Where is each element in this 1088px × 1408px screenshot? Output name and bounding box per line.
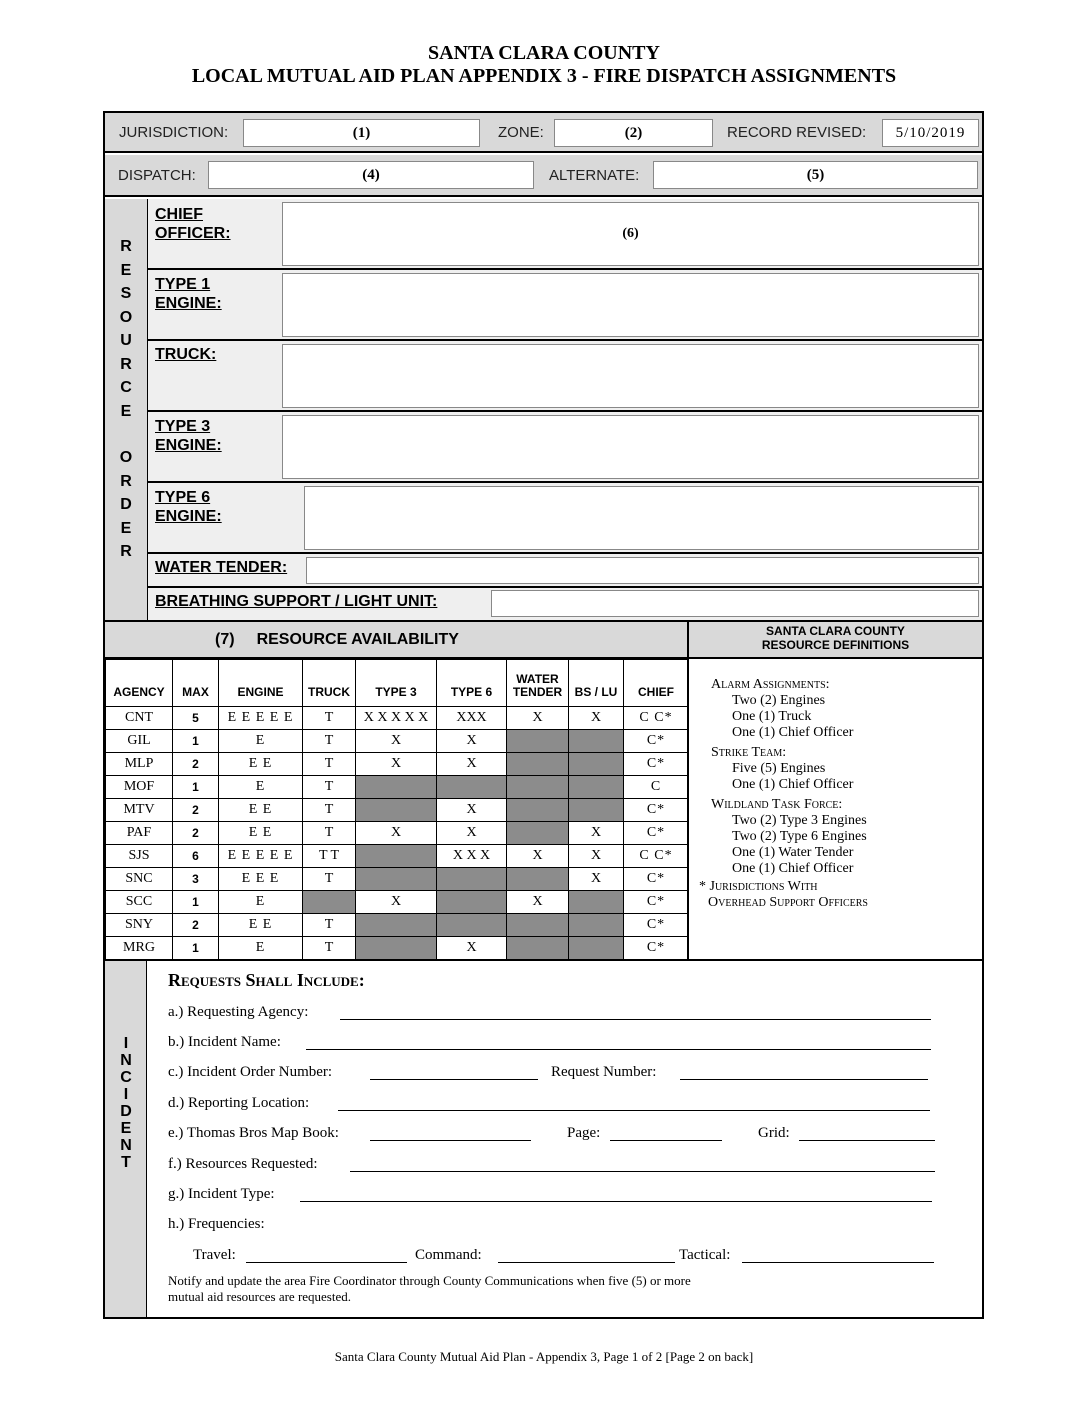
divider: [148, 339, 982, 341]
table-row: [106, 937, 689, 960]
table-row: [106, 822, 689, 845]
table-row: [106, 868, 689, 891]
table-cell: C*: [624, 868, 689, 891]
agency-cell: SCC: [106, 891, 173, 914]
column-header: TYPE 6: [437, 660, 507, 707]
table-cell: T: [303, 753, 356, 776]
incident-name-label: b.) Incident Name:: [168, 1034, 281, 1050]
reporting-location-line[interactable]: [338, 1110, 930, 1111]
table-cell-unavailable: [569, 730, 624, 753]
alarm-assignments-title: Alarm Assignments:: [711, 677, 830, 692]
table-cell: E: [219, 776, 303, 799]
table-cell: 2: [173, 753, 219, 776]
incident-type-label: g.) Incident Type:: [168, 1186, 275, 1202]
table-cell-unavailable: [303, 891, 356, 914]
resources-requested-line[interactable]: [350, 1171, 935, 1172]
tactical-line[interactable]: [742, 1262, 934, 1263]
grid-line[interactable]: [799, 1140, 935, 1141]
thomas-bros-label: e.) Thomas Bros Map Book:: [168, 1125, 339, 1141]
table-cell-unavailable: [356, 868, 437, 891]
truck-field[interactable]: [282, 344, 979, 408]
agency-cell: GIL: [106, 730, 173, 753]
table-cell-unavailable: [569, 914, 624, 937]
strike-team-title: Strike Team:: [711, 745, 787, 760]
column-header: AGENCY: [106, 660, 173, 707]
agency-cell: SNC: [106, 868, 173, 891]
request-number-line[interactable]: [680, 1079, 928, 1080]
definition-item: One (1) Water Tender: [732, 845, 854, 860]
type6-engine-field[interactable]: [304, 486, 979, 550]
table-cell: C*: [624, 914, 689, 937]
table-cell: T T: [303, 845, 356, 868]
table-cell-unavailable: [437, 914, 507, 937]
side-letter: R: [120, 472, 132, 490]
side-letter: I: [123, 1086, 129, 1103]
type6-engine-label-line2: ENGINE:: [155, 508, 222, 525]
table-cell: T: [303, 707, 356, 730]
command-label: Command:: [415, 1247, 482, 1263]
side-letter: C: [120, 1069, 132, 1086]
chief-officer-label-line2: OFFICER:: [155, 225, 231, 242]
table-cell: X: [437, 799, 507, 822]
side-letter: U: [120, 332, 132, 349]
type3-engine-label-line2: ENGINE:: [155, 437, 222, 454]
table-cell: 1: [173, 891, 219, 914]
type1-engine-label: [155, 275, 222, 313]
column-header: WATER TENDER: [507, 660, 569, 707]
page-line[interactable]: [610, 1140, 722, 1141]
resource-definitions: [699, 677, 976, 911]
definition-item: One (1) Chief Officer: [732, 861, 854, 876]
type1-engine-label-line1: TYPE 1: [155, 276, 211, 293]
table-cell-unavailable: [507, 914, 569, 937]
table-cell: 6: [173, 845, 219, 868]
side-letter: R: [120, 238, 132, 255]
side-letter: E: [120, 402, 132, 420]
side-letter: E: [120, 519, 132, 537]
grid-label: Grid:: [758, 1125, 790, 1141]
side-letter: E: [120, 1120, 132, 1137]
column-header: TRUCK: [303, 660, 356, 707]
divider: [148, 552, 982, 554]
table-cell-unavailable: [507, 753, 569, 776]
column-header: BS / LU: [569, 660, 624, 707]
table-cell: E E E E E: [219, 845, 303, 868]
table-cell: C*: [624, 937, 689, 960]
incident-order-number-line[interactable]: [370, 1079, 538, 1080]
table-cell: X: [437, 937, 507, 960]
table-cell-unavailable: [356, 845, 437, 868]
table-cell: X: [507, 845, 569, 868]
table-cell: C*: [624, 753, 689, 776]
table-cell: C*: [624, 891, 689, 914]
table-cell: X: [569, 845, 624, 868]
notify-note: [168, 1273, 691, 1305]
side-letter: O: [119, 449, 133, 466]
definition-item: One (1) Chief Officer: [732, 777, 854, 792]
jurisdictions-note-line1: * Jurisdictions With: [699, 879, 818, 894]
chief-officer-label-line1: CHIEF: [155, 206, 203, 223]
alternate-label: ALTERNATE:: [549, 167, 640, 184]
table-cell: X: [356, 891, 437, 914]
table-cell-unavailable: [437, 891, 507, 914]
table-cell: 2: [173, 799, 219, 822]
requesting-agency-line[interactable]: [340, 1019, 931, 1020]
side-letter: I: [123, 1035, 129, 1052]
side-letter: N: [120, 1137, 132, 1154]
availability-table: [105, 659, 689, 960]
notify-note-line2: mutual aid resources are requested.: [168, 1289, 352, 1304]
table-cell-unavailable: [569, 753, 624, 776]
chief-officer-field[interactable]: (6): [282, 202, 979, 266]
table-cell: T: [303, 730, 356, 753]
thomas-bros-line[interactable]: [370, 1140, 531, 1141]
incident-type-line[interactable]: [300, 1201, 932, 1202]
type1-engine-label-line2: ENGINE:: [155, 295, 222, 312]
availability-number: (7): [215, 630, 235, 648]
table-cell: X: [569, 707, 624, 730]
dispatch-field[interactable]: (4): [208, 161, 534, 189]
divider: [148, 410, 982, 412]
table-cell: T: [303, 799, 356, 822]
resource-order-side-label: [110, 235, 142, 564]
table-row: [106, 914, 689, 937]
table-cell: 1: [173, 776, 219, 799]
type6-engine-label: [155, 488, 222, 526]
column-header: MAX: [173, 660, 219, 707]
table-cell: C*: [624, 730, 689, 753]
table-row: [106, 707, 689, 730]
page-title-line2: LOCAL MUTUAL AID PLAN APPENDIX 3 - FIRE DISPATCH ASSIGNMENTS: [191, 65, 897, 87]
record-revised-field[interactable]: 5/10/2019: [882, 119, 979, 147]
table-cell-unavailable: [569, 891, 624, 914]
incident-name-line[interactable]: [306, 1049, 931, 1050]
table-cell-unavailable: [569, 799, 624, 822]
table-row: [106, 776, 689, 799]
travel-line[interactable]: [246, 1262, 407, 1263]
travel-label: Travel:: [193, 1247, 236, 1263]
breathing-support-label: BREATHING SUPPORT / LIGHT UNIT:: [155, 593, 438, 610]
agency-cell: MLP: [106, 753, 173, 776]
jurisdictions-note-line2: Overhead Support Officers: [708, 895, 868, 910]
type1-engine-field[interactable]: [282, 273, 979, 337]
agency-cell: SNY: [106, 914, 173, 937]
divider: [148, 586, 982, 588]
zone-label: ZONE:: [498, 124, 544, 141]
table-cell: E: [219, 937, 303, 960]
table-cell: E: [219, 730, 303, 753]
water-tender-field[interactable]: [306, 557, 979, 584]
table-row: [106, 891, 689, 914]
table-cell-unavailable: [356, 799, 437, 822]
definitions-title-line2: RESOURCE DEFINITIONS: [761, 638, 910, 652]
column-header: CHIEF: [624, 660, 689, 707]
jurisdiction-field[interactable]: (1): [243, 119, 480, 147]
table-cell: T: [303, 937, 356, 960]
table-cell: X: [356, 730, 437, 753]
table-cell: 2: [173, 914, 219, 937]
table-row: [106, 753, 689, 776]
table-cell: 5: [173, 707, 219, 730]
table-cell-unavailable: [569, 776, 624, 799]
table-cell-unavailable: [437, 776, 507, 799]
zone-field[interactable]: (2): [554, 119, 713, 147]
table-row: [106, 730, 689, 753]
table-cell: X: [356, 822, 437, 845]
table-cell-unavailable: [507, 937, 569, 960]
type3-engine-field[interactable]: [282, 415, 979, 479]
table-cell-unavailable: [507, 799, 569, 822]
table-cell: X: [437, 822, 507, 845]
side-letter: R: [120, 355, 132, 373]
table-header-row: [106, 660, 689, 707]
chief-officer-label: [155, 205, 231, 243]
table-cell-unavailable: [569, 937, 624, 960]
table-cell: 1: [173, 730, 219, 753]
agency-cell: PAF: [106, 822, 173, 845]
column-header: ENGINE: [219, 660, 303, 707]
wildland-task-force-title: Wildland Task Force:: [711, 797, 843, 812]
table-cell: C*: [624, 799, 689, 822]
table-row: [106, 799, 689, 822]
truck-label: TRUCK:: [155, 346, 217, 363]
availability-title: RESOURCE AVAILABILITY: [256, 630, 459, 648]
table-cell-unavailable: [356, 937, 437, 960]
table-cell: T: [303, 914, 356, 937]
side-letter: C: [120, 379, 132, 396]
side-letter: D: [120, 496, 132, 513]
table-cell: C*: [624, 822, 689, 845]
table-cell-unavailable: [507, 776, 569, 799]
table-cell: 2: [173, 822, 219, 845]
side-letter: N: [120, 1052, 132, 1069]
page-title-line1: SANTA CLARA COUNTY: [428, 42, 660, 64]
agency-cell: MTV: [106, 799, 173, 822]
definition-item: Two (2) Engines: [732, 693, 826, 708]
table-cell: X: [569, 868, 624, 891]
divider: [148, 481, 982, 483]
definitions-header: [689, 622, 982, 657]
definition-item: One (1) Chief Officer: [732, 725, 854, 740]
type6-engine-label-line1: TYPE 6: [155, 489, 211, 506]
agency-cell: CNT: [106, 707, 173, 730]
type3-engine-label: [155, 417, 222, 455]
table-cell-unavailable: [507, 730, 569, 753]
table-cell: E E: [219, 914, 303, 937]
definition-item: Two (2) Type 3 Engines: [732, 813, 867, 828]
dispatch-label: DISPATCH:: [118, 167, 196, 184]
side-letter: S: [120, 285, 132, 302]
incident-order-number-label: c.) Incident Order Number:: [168, 1064, 333, 1080]
record-revised-label: RECORD REVISED:: [727, 124, 867, 141]
table-cell: T: [303, 822, 356, 845]
table-cell: XXX: [437, 707, 507, 730]
request-number-label: Request Number:: [551, 1064, 657, 1080]
table-cell: E E: [219, 753, 303, 776]
page-footer: Santa Clara County Mutual Aid Plan - Appendix 3, Page 1 of 2 [Page 2 on back]: [334, 1349, 754, 1364]
agency-cell: MOF: [106, 776, 173, 799]
table-cell: X X X X X: [356, 707, 437, 730]
alternate-field[interactable]: (5): [653, 161, 978, 189]
incident-side-label: [108, 1035, 144, 1171]
type3-engine-label-line1: TYPE 3: [155, 418, 211, 435]
command-line[interactable]: [498, 1262, 675, 1263]
jurisdiction-label: JURISDICTION:: [119, 124, 229, 141]
table-cell: 1: [173, 937, 219, 960]
breathing-support-field[interactable]: [491, 590, 979, 617]
table-cell: 3: [173, 868, 219, 891]
table-cell: E E E E E: [219, 707, 303, 730]
definition-item: One (1) Truck: [732, 709, 812, 724]
table-cell-unavailable: [507, 822, 569, 845]
agency-cell: SJS: [106, 845, 173, 868]
table-cell: X: [507, 891, 569, 914]
side-letter: T: [121, 1154, 131, 1171]
table-cell: X: [569, 822, 624, 845]
side-letter: R: [120, 543, 132, 560]
water-tender-label: WATER TENDER:: [155, 559, 288, 576]
definition-item: Two (2) Type 6 Engines: [732, 829, 867, 844]
definition-item: Five (5) Engines: [732, 761, 826, 776]
table-cell-unavailable: [507, 868, 569, 891]
table-cell: T: [303, 868, 356, 891]
page-label: Page:: [567, 1125, 601, 1141]
table-cell-unavailable: [356, 914, 437, 937]
table-cell: C: [624, 776, 689, 799]
table-cell: C C*: [624, 707, 689, 730]
reporting-location-label: d.) Reporting Location:: [168, 1095, 310, 1111]
column-header: TYPE 3: [356, 660, 437, 707]
table-cell: X: [356, 753, 437, 776]
table-row: [106, 845, 689, 868]
divider: [105, 959, 982, 961]
requests-title: Requests Shall Include:: [168, 970, 365, 990]
table-cell: E E E: [219, 868, 303, 891]
table-cell: C C*: [624, 845, 689, 868]
table-cell-unavailable: [437, 868, 507, 891]
definitions-title-line1: SANTA CLARA COUNTY: [766, 624, 905, 638]
divider: [148, 268, 982, 270]
table-cell: X: [437, 730, 507, 753]
table-cell: X: [437, 753, 507, 776]
table-cell: E E: [219, 822, 303, 845]
availability-header: [105, 622, 687, 657]
frequencies-label: h.) Frequencies:: [168, 1216, 265, 1232]
side-letter: E: [120, 261, 132, 279]
side-letter: O: [119, 308, 133, 326]
notify-note-line1: Notify and update the area Fire Coordinator through County Communications when five (5) or more: [168, 1273, 691, 1288]
table-cell: T: [303, 776, 356, 799]
table-cell: E: [219, 891, 303, 914]
requesting-agency-label: a.) Requesting Agency:: [168, 1004, 309, 1020]
table-cell: X X X: [437, 845, 507, 868]
resources-requested-label: f.) Resources Requested:: [168, 1156, 318, 1172]
table-cell: X: [507, 707, 569, 730]
table-cell: E E: [219, 799, 303, 822]
agency-cell: MRG: [106, 937, 173, 960]
side-letter: D: [120, 1103, 132, 1120]
tactical-label: Tactical:: [679, 1247, 731, 1263]
table-cell-unavailable: [356, 776, 437, 799]
